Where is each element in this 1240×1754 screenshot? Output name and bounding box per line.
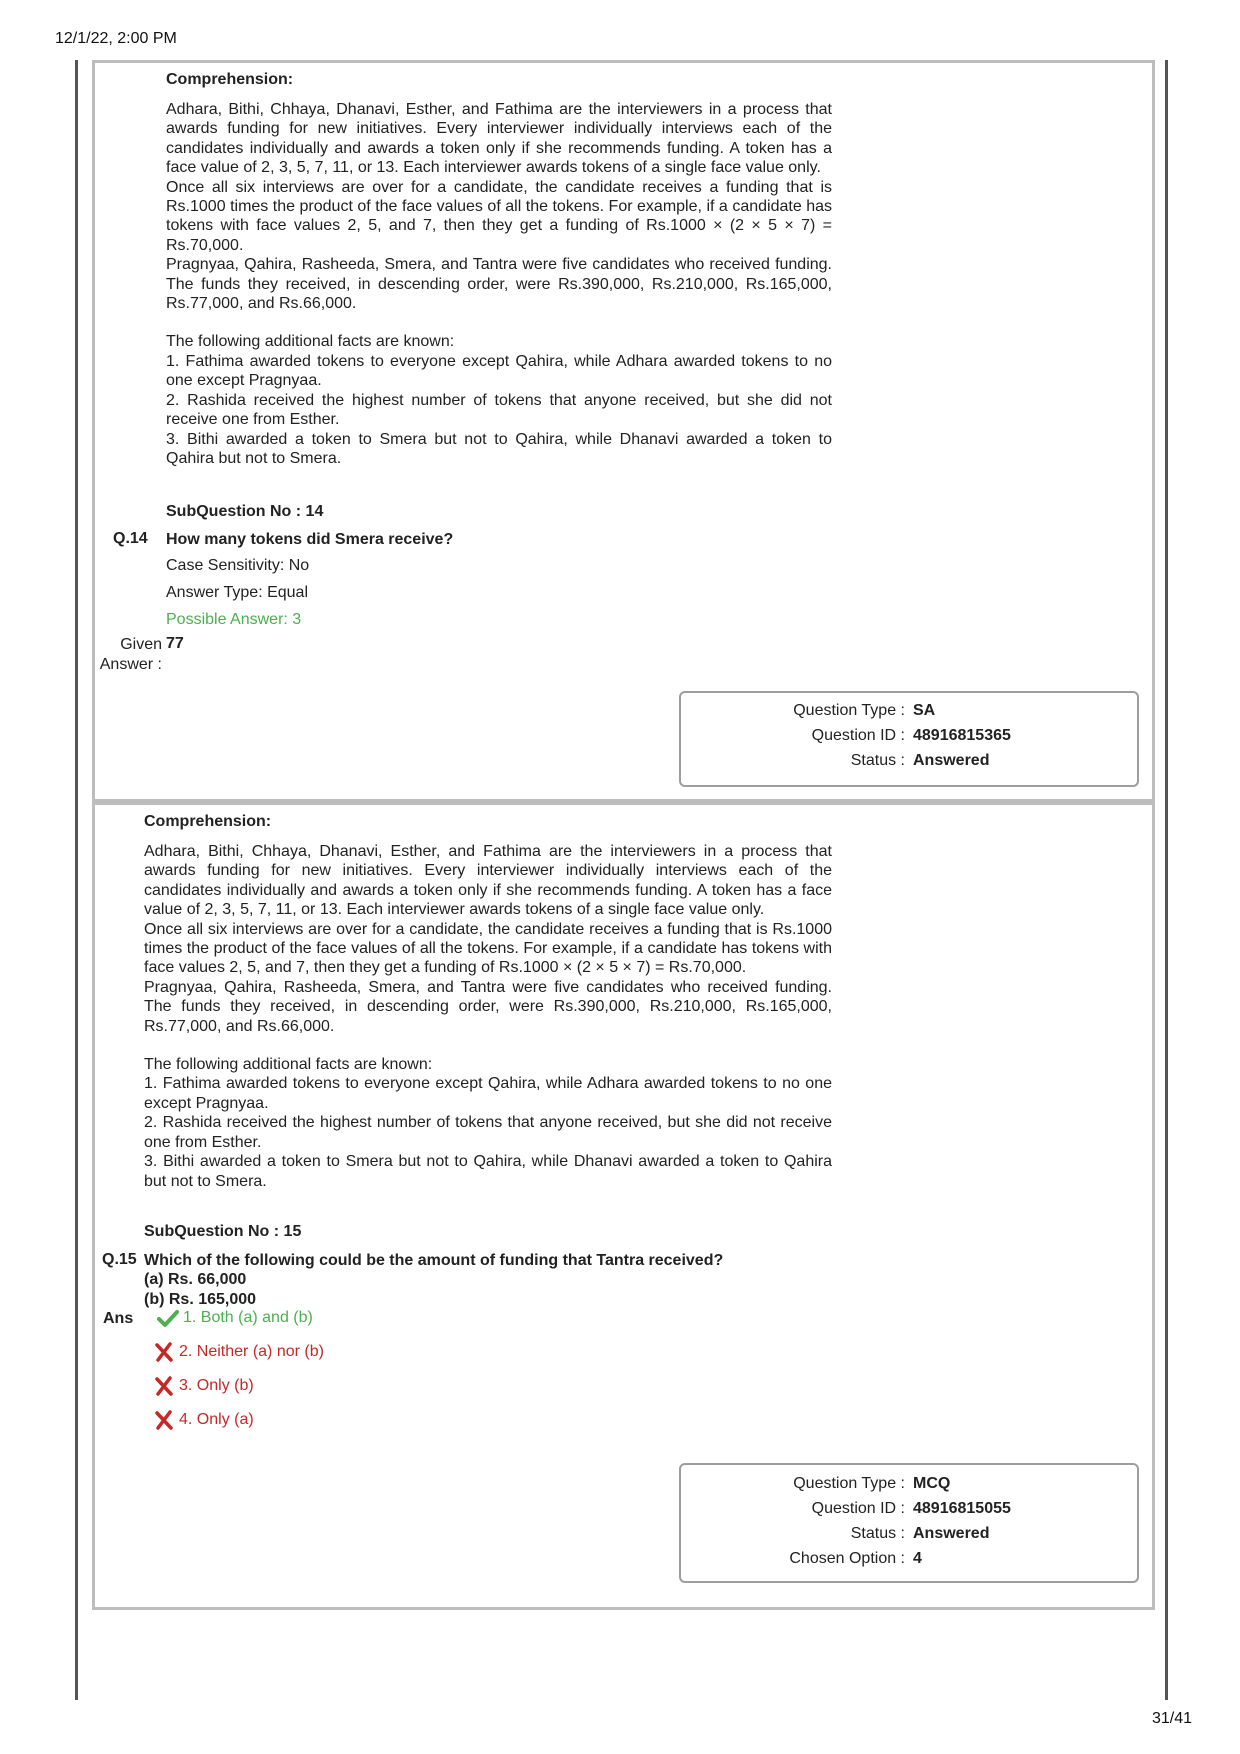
cross-icon: [153, 1409, 175, 1431]
question-number: Q.15: [102, 1251, 137, 1268]
print-timestamp: 12/1/22, 2:00 PM: [55, 30, 177, 47]
subquestion-number: SubQuestion No : 14: [166, 503, 324, 520]
subquestion-number: SubQuestion No : 15: [144, 1223, 302, 1240]
comprehension-passage: [144, 842, 832, 1191]
fact-item: 3. Bithi awarded a token to Smera but not to Qahira, while Dhanavi awarded a token to Qahira but not to Smera.: [166, 430, 832, 467]
ans-label: Ans: [103, 1310, 134, 1327]
passage-paragraph: The following additional facts are known:: [166, 333, 455, 351]
cross-icon: [153, 1341, 175, 1363]
question-block-14: [92, 60, 1155, 805]
option-1: 1. Both (a) and (b): [157, 1307, 313, 1329]
statement-a: (a) Rs. 66,000: [144, 1271, 247, 1289]
passage-paragraph: Pragnyaa, Qahira, Rasheeda, Smera, and Tantra were five candidates who received funding. The funds they received, in descending order, were Rs.390,000, Rs.210,000, Rs.165,000, Rs.77,000, and Rs.66,000.: [166, 256, 832, 313]
question-block-15: [92, 805, 1155, 1610]
question-id-row: Question ID : 48916815365: [811, 727, 1011, 744]
page-right-rule: [1165, 60, 1168, 1700]
question-type-row: Question Type : MCQ: [793, 1475, 951, 1492]
question-text: How many tokens did Smera receive?: [166, 531, 454, 548]
fact-item: 2. Rashida received the highest number of tokens that anyone received, but she did not receive one from Esther.: [166, 391, 832, 429]
case-sensitivity: Case Sensitivity: No: [166, 557, 310, 574]
possible-answer: Possible Answer: 3: [166, 611, 302, 628]
question-number: Q.14: [113, 530, 148, 547]
comprehension-title: Comprehension:: [166, 71, 294, 88]
cross-icon: [153, 1375, 175, 1397]
page-left-rule: [75, 60, 78, 1700]
option-3: 3. Only (b): [153, 1375, 254, 1397]
question-text: Which of the following could be the amount of funding that Tantra received? (a) Rs. 66,000 (b) Rs. 165,000: [144, 1252, 724, 1308]
answer-type: Answer Type: Equal: [166, 584, 309, 601]
check-icon: [157, 1307, 179, 1329]
question-info-box: [679, 691, 1139, 787]
statement-b: (b) Rs. 165,000: [144, 1290, 257, 1308]
option-4: 4. Only (a): [153, 1409, 254, 1431]
option-2: 2. Neither (a) nor (b): [153, 1341, 324, 1363]
question-type-row: Question Type : SA: [793, 702, 936, 719]
passage-paragraph: Adhara, Bithi, Chhaya, Dhanavi, Esther, and Fathima are the interviewers in a process that awards funding for new initiatives. Every interviewer individually interviews each of the candidates individually and awards a token only if she recommends funding. A token has a face value of 2, 3, 5, 7, 11, or 13. Each interviewer awards tokens of a single face value only.: [166, 101, 832, 177]
given-answer-label: Given Answer :: [99, 636, 162, 673]
status-row: Status : Answered: [850, 1525, 990, 1542]
fact-item: 1. Fathima awarded tokens to everyone except Qahira, while Adhara awarded tokens to no one except Pragnyaa.: [144, 1075, 832, 1112]
question-info-box: [679, 1463, 1139, 1583]
passage-paragraph: Once all six interviews are over for a candidate, the candidate receives a funding that is Rs.1000 times the product of the face values of all the tokens. For example, if a candidate has tokens with face values 2, 5, and 7, then they get a funding of Rs.1000 × (2 × 5 × 7) = Rs.70,000.: [144, 920, 832, 977]
comprehension-title: Comprehension:: [144, 813, 272, 830]
fact-item: 2. Rashida received the highest number of tokens that anyone received, but she did not receive one from Esther.: [144, 1114, 832, 1151]
passage-paragraph: Pragnyaa, Qahira, Rasheeda, Smera, and Tantra were five candidates who received funding. The funds they received, in descending order, were Rs.390,000, Rs.210,000, Rs.165,000, Rs.77,000, and Rs.66,000.: [144, 978, 832, 1035]
passage-paragraph: Once all six interviews are over for a candidate, the candidate receives a funding that is Rs.1000 times the product of the face values of all the tokens. For example, if a candidate has tokens with face values 2, 5, and 7, then they get a funding of Rs.1000 × (2 × 5 × 7) = Rs.70,000.: [166, 178, 832, 254]
passage-paragraph: The following additional facts are known:: [144, 1056, 433, 1074]
chosen-option-row: Chosen Option : 4: [789, 1550, 922, 1567]
passage-paragraph: Adhara, Bithi, Chhaya, Dhanavi, Esther, and Fathima are the interviewers in a process that awards funding for new initiatives. Every interviewer individually interviews each of the candidates individually and awards a token only if she recommends funding. A token has a face value of 2, 3, 5, 7, 11, or 13. Each interviewer awards tokens of a single face value only.: [144, 843, 832, 919]
fact-item: 3. Bithi awarded a token to Smera but not to Qahira, while Dhanavi awarded a token to Qahira but not to Smera.: [144, 1153, 832, 1190]
fact-item: 1. Fathima awarded tokens to everyone except Qahira, while Adhara awarded tokens to no one except Pragnyaa.: [166, 352, 832, 390]
page-number: 31/41: [1151, 1710, 1192, 1727]
status-row: Status : Answered: [850, 752, 990, 769]
comprehension-passage: [166, 100, 832, 468]
question-id-row: Question ID : 48916815055: [811, 1500, 1011, 1517]
given-answer-value: 77: [166, 635, 184, 652]
